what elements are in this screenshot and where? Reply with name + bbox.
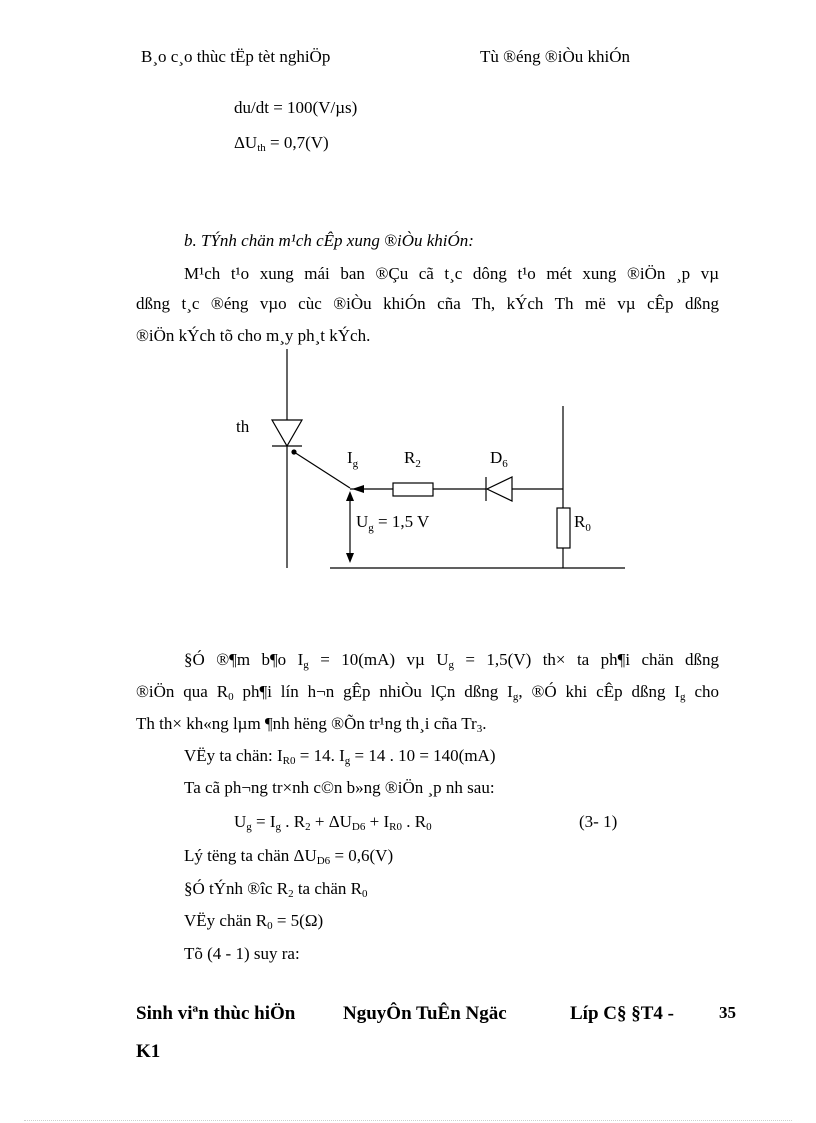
calc-line6: VËy chän $R_0 = 5(\Omega)$	[184, 911, 324, 932]
gate-lead	[294, 452, 350, 488]
label-r2: $R_2$	[404, 448, 421, 470]
resistor-r0	[557, 508, 570, 548]
label-ig: $I_g$	[347, 448, 359, 470]
diode-d6	[487, 477, 512, 501]
calc-line1: VËy ta chän: $I_{R0} = 14$. $I_g = 14$ . 10 = 140(mA)	[184, 746, 496, 767]
para2-line1: §Ó ®¶m b¶o $I_g = 10(mA)$ vµ $U_g = 1,5(V)$ th× ta ph¶i chän dßng	[184, 650, 720, 671]
calc-line4: Lý tëng ta chän $\Delta U_{D6} = 0,6(V)$	[184, 846, 394, 867]
label-th: th	[236, 417, 250, 436]
ug-arrow-down	[346, 553, 354, 563]
resistor-r2	[393, 483, 433, 496]
thyristor-symbol	[272, 420, 302, 446]
calc-line2: Ta cã ph¬ng tr×nh c©n b»ng ®iÖn ¸p nh sau:	[184, 778, 495, 797]
section-heading: b. TÝnh chän m¹ch cÊp xung ®iÒu khiÓn:	[184, 231, 474, 250]
para1-line3: ®iÖn kÝch tõ cho m¸y ph¸t kÝch.	[136, 326, 371, 345]
equation-number: (3- 1)	[579, 812, 618, 831]
page-number: 35	[719, 1003, 736, 1022]
para2-line2: ®iÖn qua $R_0$ ph¶i lín h¬n gÊp nhiÒu lÇn dßng $I_g$, ®Ó khi cÊp dßng $I_g$ cho	[136, 682, 719, 703]
header-right: Tù ®éng ®iÒu khiÓn	[480, 47, 631, 66]
gate-dot	[291, 449, 296, 454]
footer-class: Líp C§ §T4 -	[570, 1003, 674, 1024]
ug-arrow-up	[346, 491, 354, 501]
footer-class-cont: K1	[136, 1041, 161, 1062]
para1-line2: dßng t¸c ®éng vµo cùc ®iÒu khiÓn cña Th, kÝch Th më vµ cÊp dßng	[136, 294, 719, 313]
equation-3-1: $U_g = I_g$ . $R_2 + \Delta U_{D6} + I_{R0}$ . $R_0$	[234, 812, 432, 833]
header-left: B¸o c¸o thùc tËp tèt nghiÖp	[141, 47, 331, 66]
footer-name: NguyÔn TuÊn Ngäc	[343, 1003, 507, 1024]
label-ug: $U_g = 1,5$ V	[356, 512, 430, 534]
label-r0: $R_0$	[574, 512, 591, 534]
calc-line7: Tõ (4 - 1) suy ra:	[184, 944, 300, 963]
para2-line3: Th th× kh«ng lµm ¶nh hëng ®Õn tr¹ng th¸i cña $Tr_3$.	[136, 714, 487, 735]
page-bottom-rule	[24, 1120, 792, 1121]
calc-line5: §Ó tÝnh ®îc $R_2$ ta chän $R_0$	[184, 879, 368, 900]
ig-arrow	[352, 485, 364, 493]
formula-delta-uth: $\Delta U_{th} = 0,7(V)$	[234, 133, 329, 154]
label-d6: $D_6$	[490, 448, 508, 470]
formula-dudt: du/dt = 100(V/µs)	[234, 98, 358, 117]
footer-student: Sinh viªn thùc hiÖn	[136, 1003, 296, 1024]
para1-line1: M¹ch t¹o xung mái ban ®Çu cã t¸c dông t¹o mét xung ®iÖn ¸p vµ	[184, 264, 719, 283]
